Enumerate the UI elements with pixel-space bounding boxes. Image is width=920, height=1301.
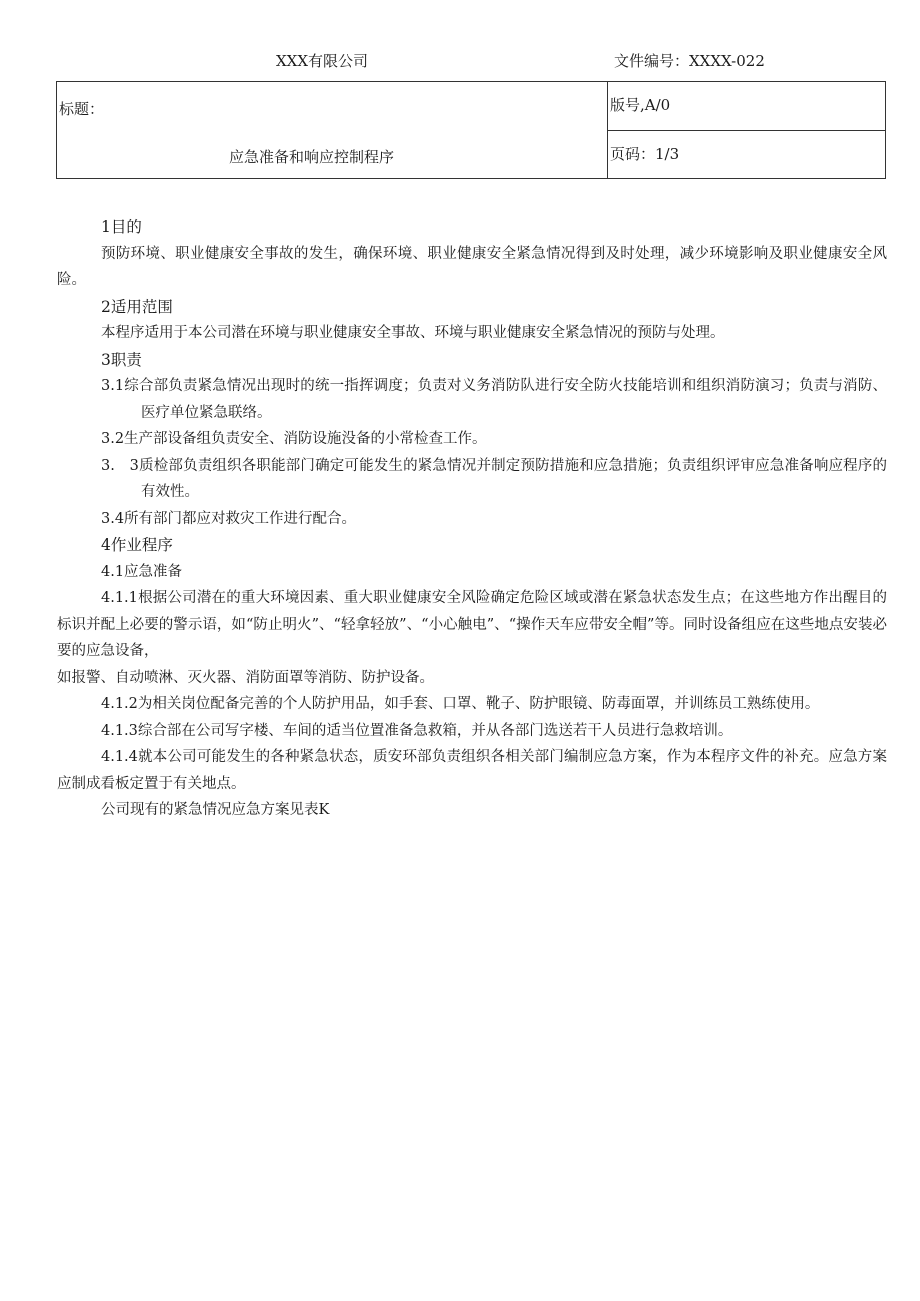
- section-2-text: 本程序适用于本公司潜在环境与职业健康安全事故、环境与职业健康安全紧急情况的预防与处理。: [101, 325, 725, 341]
- header-table: [56, 81, 886, 179]
- company-name: XXX有限公司: [276, 52, 369, 70]
- title-cell: [57, 82, 608, 179]
- clause-3-4: 3.4所有部门都应对救灾工作进行配合。: [101, 510, 357, 527]
- title-label: 标题：: [59, 100, 105, 118]
- clause-3-3: 3. 3质检部负责组织各职能部门确定可能发生的紧急情况并制定预防措施和应急措施；负责组织评审应急准备响应程序的有效性。: [101, 457, 887, 500]
- page-cell: 页码：1/3: [608, 130, 886, 179]
- section-4-heading: 4作业程序: [101, 536, 173, 554]
- section-3-heading: 3职责: [101, 350, 142, 369]
- clause-3-2: 3.2生产部设备组负责安全、消防设施没备的小常检查工作。: [101, 431, 487, 447]
- clause-4-1-2: 4.1.2为相关岗位配备完善的个人防护用品，如手套、口罩、靴子、防护眼镜、防毒面罩，并训练员工熟练使用。: [101, 696, 820, 712]
- clause-4-1-1: 4.1.1根据公司潜在的重大环境因素、重大职业健康安全风险确定危险区域或潜在紧急状态发生点；在这些地方作出醒目的标识并配上必要的警示语，如“防止明火”、“轻拿轻放”、“小心触电”、“操作天车应带安全帽”等。同时设备组应在这些地点安装必要的应急设备，: [57, 590, 887, 659]
- version-cell: 版号,A/0: [608, 82, 886, 131]
- clause-4-1-3: 4.1.3综合部在公司写字楼、车间的适当位置准备急救箱，并从各部门选送若干人员进行急救培训。: [101, 722, 733, 739]
- clause-4-1-1-continuation: 如报警、自动喷淋、灭火器、消防面罩等消防、防护设备。: [57, 669, 434, 686]
- emergency-plan-note: 公司现有的紧急情况应急方案见表K: [101, 802, 330, 818]
- section-1-heading: 1目的: [101, 218, 142, 236]
- section-2-heading: 2适用范围: [101, 297, 173, 316]
- document-top-line: [0, 50, 920, 70]
- document-title: 应急准备和响应控制程序: [229, 148, 395, 166]
- subsection-4-1-heading: 4.1应急准备: [101, 563, 183, 580]
- document-body: [57, 214, 887, 824]
- clause-4-1-4: 4.1.4就本公司可能发生的各种紧急状态，质安环部负责组织各相关部门编制应急方案，作为本程序文件的补充。应急方案应制成看板定置于有关地点。: [57, 749, 887, 792]
- document-number: 文件编号：XXXX-022: [614, 52, 765, 70]
- section-1-text: 预防环境、职业健康安全事故的发生，确保环境、职业健康安全紧急情况得到及时处理，减少环境影响及职业健康安全风险。: [57, 245, 887, 288]
- clause-3-1: 3.1综合部负责紧急情况出现时的统一指挥调度；负责对义务消防队进行安全防火技能培训和组织消防演习；负责与消防、医疗单位紧急联络。: [101, 378, 887, 421]
